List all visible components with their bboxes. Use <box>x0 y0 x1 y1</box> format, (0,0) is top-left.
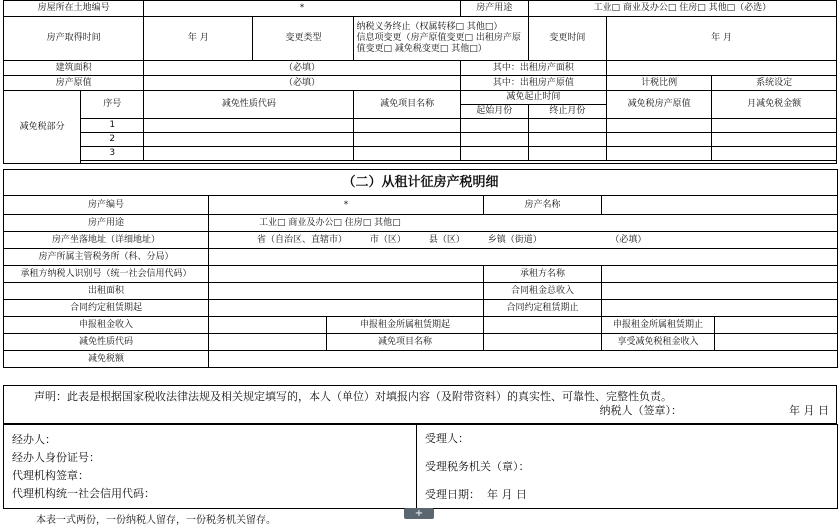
declared-end-field[interactable] <box>715 317 838 334</box>
original-value-label: 房产原值 <box>4 76 144 91</box>
rent-area-field[interactable] <box>209 283 484 300</box>
contract-end-label: 合同约定租赁期止 <box>484 300 602 317</box>
declared-rent-label: 申报租金收入 <box>4 317 209 334</box>
property-name-field[interactable] <box>602 196 838 215</box>
relief-cell[interactable] <box>607 119 712 133</box>
handler-label: 经办人： <box>12 432 56 446</box>
start-month-header: 起始月份 <box>460 105 528 119</box>
property-info-table <box>3 0 837 164</box>
rental-usage-options[interactable]: 工业□ 商业及办公□ 住房□ 其他□ <box>209 215 838 232</box>
end-month-header: 终止月份 <box>528 105 606 119</box>
section-title: （二）从租计征房产税明细 <box>4 170 838 196</box>
relief-amount-field[interactable] <box>209 351 838 368</box>
declared-rent-field[interactable] <box>209 317 327 334</box>
address-county: 县（区） <box>428 234 465 245</box>
land-number-label: 房屋所在土地编号 <box>4 1 144 17</box>
relief-cell[interactable] <box>528 119 606 133</box>
agency-credit-code-label: 代理机构统一社会信用代码： <box>12 486 155 500</box>
tax-office-label: 房产所属主管税务所（科、分局） <box>4 249 209 266</box>
relief-cell[interactable] <box>354 119 460 133</box>
rental-area-field[interactable] <box>607 61 837 76</box>
taxpayer-signature-label: 纳税人（签章）： <box>599 404 682 417</box>
relief-cell[interactable] <box>528 133 606 147</box>
relief-code-header: 减免性质代码 <box>144 91 354 119</box>
relief-cell[interactable] <box>712 119 837 133</box>
relief-item-header: 减免项目名称 <box>354 91 460 119</box>
relief-cell[interactable] <box>712 147 837 161</box>
relief-orig-value-header: 减免税房产原值 <box>607 91 712 119</box>
declaration-date: 年 月 日 <box>789 404 829 417</box>
contract-total-label: 合同租金总收入 <box>484 283 602 300</box>
lessee-name-field[interactable] <box>602 266 838 283</box>
relief-cell[interactable] <box>607 133 712 147</box>
relief-side-label: 减免税部分 <box>4 91 81 164</box>
relief-cell[interactable] <box>354 147 460 161</box>
declaration-cell <box>4 386 837 424</box>
property-no-field[interactable]: * <box>209 196 484 215</box>
system-setting-value: 系统设定 <box>712 76 837 91</box>
acquire-time-label: 房产取得时间 <box>4 17 144 61</box>
relief-spacer <box>81 161 837 164</box>
relief-cell[interactable] <box>144 147 354 161</box>
relief-amount-label: 减免税额 <box>4 351 209 368</box>
property-no-label: 房产编号 <box>4 196 209 215</box>
lessee-id-label: 承租方纳税人识别号（统一社会信用代码） <box>4 266 209 283</box>
lessee-id-field[interactable] <box>209 266 484 283</box>
relief-cell[interactable] <box>528 147 606 161</box>
address-required: （必填） <box>610 234 647 245</box>
contract-end-field[interactable] <box>602 300 838 317</box>
footer-note: 本表一式两份，一份纳税人留存，一份税务机关留存。 <box>36 515 276 526</box>
declared-start-field[interactable] <box>484 317 602 334</box>
building-area-label: 建筑面积 <box>4 61 144 76</box>
contract-start-label: 合同约定租赁期起 <box>4 300 209 317</box>
acceptor-label: 受理人： <box>425 431 469 445</box>
rental-area-label: 其中：出租房产面积 <box>460 61 606 76</box>
usage-options[interactable]: 工业□ 商业及办公□ 住房□ 其他□（必选） <box>528 1 836 17</box>
contract-total-field[interactable] <box>602 283 838 300</box>
relief-item-label: 减免项目名称 <box>327 334 484 351</box>
rent-area-label: 出租面积 <box>4 283 209 300</box>
tax-authority-label: 受理税务机关（章）： <box>425 459 530 473</box>
relief-item-field[interactable] <box>484 334 602 351</box>
relief-cell[interactable] <box>607 147 712 161</box>
handler-id-label: 经办人身份证号： <box>12 450 100 464</box>
change-time-field[interactable]: 年 月 <box>607 17 837 61</box>
relief-row-seq: 3 <box>81 147 144 161</box>
relief-cell[interactable] <box>460 133 528 147</box>
change-type-line2: 信息项变更（房产原值变更□ 出租房产原值变更□ 减免税变更□ 其他□） <box>356 33 521 54</box>
usage-label: 房产用途 <box>460 1 528 17</box>
declared-start-label: 申报租金所属租赁期起 <box>327 317 484 334</box>
address-province: 省（自治区、直辖市） <box>257 234 348 245</box>
address-town: 乡镇（街道） <box>487 234 542 245</box>
relief-cell[interactable] <box>144 119 354 133</box>
original-value-field[interactable]: （必填） <box>144 76 460 91</box>
agency-seal-label: 代理机构签章： <box>12 468 89 482</box>
seq-header: 序号 <box>81 91 144 119</box>
relief-rent-field[interactable] <box>715 334 838 351</box>
expand-icon[interactable]: + <box>404 508 434 519</box>
signature-table <box>3 424 838 509</box>
change-type-label: 变更类型 <box>253 17 354 61</box>
building-area-field[interactable]: （必填） <box>144 61 460 76</box>
change-type-line1: 纳税义务终止（权属转移□ 其他□） <box>356 22 503 32</box>
address-city: 市（区） <box>369 234 406 245</box>
handler-section <box>4 425 417 509</box>
declaration-table <box>3 385 837 424</box>
property-name-label: 房产名称 <box>484 196 602 215</box>
rental-value-label: 其中：出租房产原值 <box>460 76 606 91</box>
relief-cell[interactable] <box>144 133 354 147</box>
acceptance-date-label: 受理日期： 年 月 日 <box>425 487 527 501</box>
rental-tax-table <box>3 169 838 368</box>
relief-cell[interactable] <box>712 133 837 147</box>
monthly-amount-header: 月减免税金额 <box>712 91 837 119</box>
relief-cell[interactable] <box>354 133 460 147</box>
lessee-name-label: 承租方名称 <box>484 266 602 283</box>
relief-period-header: 减免起止时间 <box>460 91 606 105</box>
address-label: 房产坐落地址（详细地址） <box>4 232 209 249</box>
relief-code-field[interactable] <box>209 334 327 351</box>
contract-start-field[interactable] <box>209 300 484 317</box>
declared-end-label: 申报租金所属租赁期止 <box>602 317 715 334</box>
relief-row-seq: 2 <box>81 133 144 147</box>
change-time-label: 变更时间 <box>528 17 606 61</box>
relief-cell[interactable] <box>460 119 528 133</box>
relief-rent-label: 享受减免税租金收入 <box>602 334 715 351</box>
acquire-time-field[interactable]: 年 月 <box>144 17 253 61</box>
tax-ratio-label: 计税比例 <box>607 76 712 91</box>
land-number-field[interactable]: * <box>144 1 460 17</box>
relief-code-label: 减免性质代码 <box>4 334 209 351</box>
relief-cell[interactable] <box>460 147 528 161</box>
acceptance-section <box>417 425 838 509</box>
rental-usage-label: 房产用途 <box>4 215 209 232</box>
declaration-text: 声明：此表是根据国家税收法律法规及相关规定填写的，本人（单位）对填报内容（及附带资料）的真实性、可靠性、完整性负责。 <box>34 390 672 403</box>
tax-office-field[interactable] <box>209 249 838 266</box>
relief-row-seq: 1 <box>81 119 144 133</box>
address-field[interactable] <box>209 232 838 249</box>
change-type-options[interactable] <box>354 17 528 61</box>
